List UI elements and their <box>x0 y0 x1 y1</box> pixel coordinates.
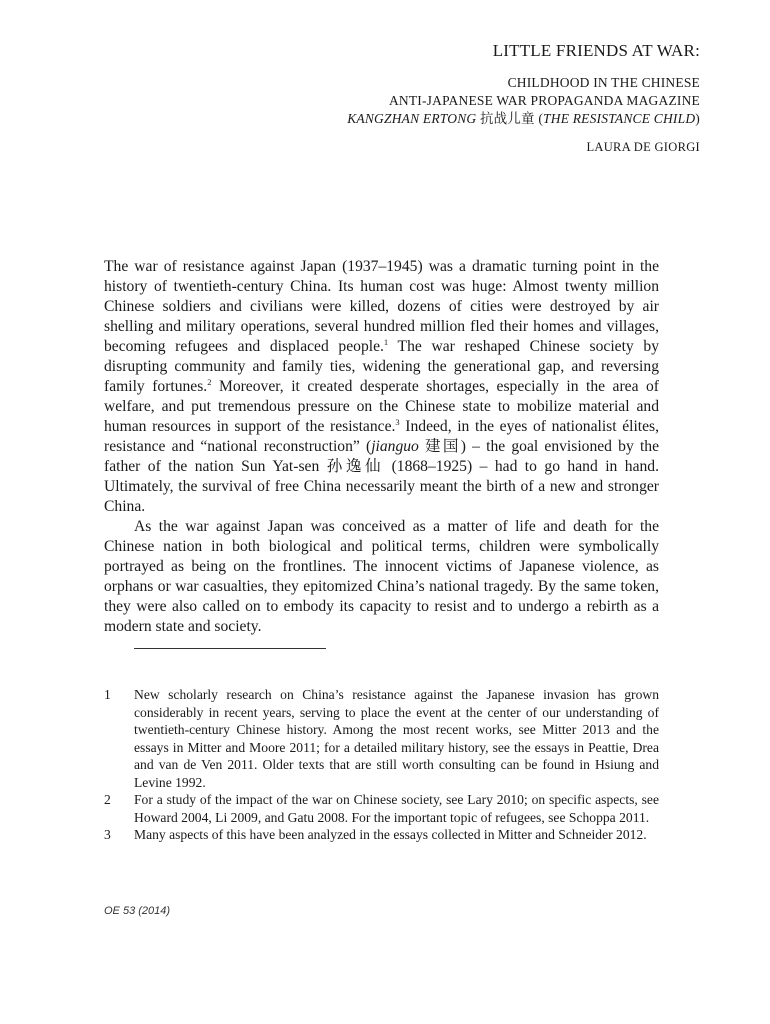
article-subtitle-line-1: CHILDHOOD IN THE CHINESE <box>507 75 700 90</box>
footnote-text: Many aspects of this have been analyzed in the essays collected in Mitter and Schneider 2012. <box>134 827 647 842</box>
footnote <box>104 686 659 791</box>
author-name: LAURA DE GIORGI <box>586 140 700 154</box>
paragraph-1-part-e: 建国) – the goal envisioned by the father of the nation Sun Yat-sen 孙逸仙 (1868–1925) – had to go hand in hand. Ultimately, the survival of free China necessarily meant the birth of a new and stronger China. <box>104 438 659 515</box>
paragraph-1-part-a: The war of resistance against Japan (1937–1945) was a dramatic turning point in the history of twentieth-century China. Its human cost was huge: Almost twenty million Chinese soldiers and civilians were killed, dozens of cities were destroyed by air shelling and military operations, several hundred million fled their homes and villages, becoming refugees and displaced people. <box>104 258 659 355</box>
footnote-text: New scholarly research on China’s resistance against the Japanese invasion has grown considerably in recent years, serving to place the event at the center of our understanding of twentieth-century Chinese history. Among the most recent works, see Mitter 2013 and the essays in Mitter and Moore 2011; for a detailed military history, see the essays in Peattie, Drea and van de Ven 2011. Older texts that are still worth consulting can be found in Hsiung and Levine 1992. <box>134 687 659 790</box>
footnote-separator <box>134 648 326 649</box>
paragraph-1 <box>104 257 659 517</box>
article-header <box>347 40 700 155</box>
journal-citation: OE 53 (2014) <box>104 905 171 917</box>
footnote <box>104 826 659 844</box>
footnote-ref-2[interactable]: 2 <box>207 376 212 387</box>
magazine-title-pinyin: KANGZHAN ERTONG <box>347 111 477 126</box>
footnote-number: 2 <box>104 792 111 807</box>
footnote-number: 3 <box>104 827 111 842</box>
paragraph-2: As the war against Japan was conceived as a matter of life and death for the Chinese nation in both biological and political terms, children were symbolically portrayed as being on the frontlines. The innocent victims of Japanese violence, as orphans or war casualties, they epitomized China’s national tragedy. By the same token, they were also called on to embody its capacity to resist and to undergo a rebirth as a modern state and society. <box>104 518 659 635</box>
footnote-number: 1 <box>104 687 111 702</box>
article-subtitle-line-3 <box>347 110 700 128</box>
magazine-title-english: THE RESISTANCE CHILD <box>543 111 696 126</box>
footnote-ref-3[interactable]: 3 <box>395 416 400 427</box>
magazine-title-chinese: 抗战儿童 <box>479 111 535 126</box>
body-text <box>104 257 659 637</box>
footnote-ref-1[interactable]: 1 <box>383 336 389 347</box>
footnote-text: For a study of the impact of the war on Chinese society, see Lary 2010; on specific aspects, see Howard 2004, Li 2009, and Gatu 2008. For the important topic of refugees, see Schoppa 2011. <box>134 792 659 825</box>
article-title: LITTLE FRIENDS AT WAR: <box>492 41 700 60</box>
paragraph-1-part-c: Moreover, it created desperate shortages, especially in the area of welfare, and put tremendous pressure on the Chinese state to mobilize material and human resources in support of the resistance. <box>104 378 659 435</box>
paren-open: ( <box>534 111 544 126</box>
paragraph-1-part-d: Indeed, in the eyes of nationalist élites, resistance and “national reconstruction” ( <box>104 418 659 455</box>
term-jianguo: jianguo <box>371 438 419 455</box>
paren-close: ) <box>695 111 700 126</box>
footnote <box>104 791 659 826</box>
paragraph-1-part-b: The war reshaped Chinese society by disrupting community and family ties, widening the generational gap, and reversing family fortunes. <box>104 338 659 395</box>
article-subtitle-line-2: ANTI-JAPANESE WAR PROPAGANDA MAGAZINE <box>388 93 700 108</box>
footnotes <box>104 686 659 844</box>
